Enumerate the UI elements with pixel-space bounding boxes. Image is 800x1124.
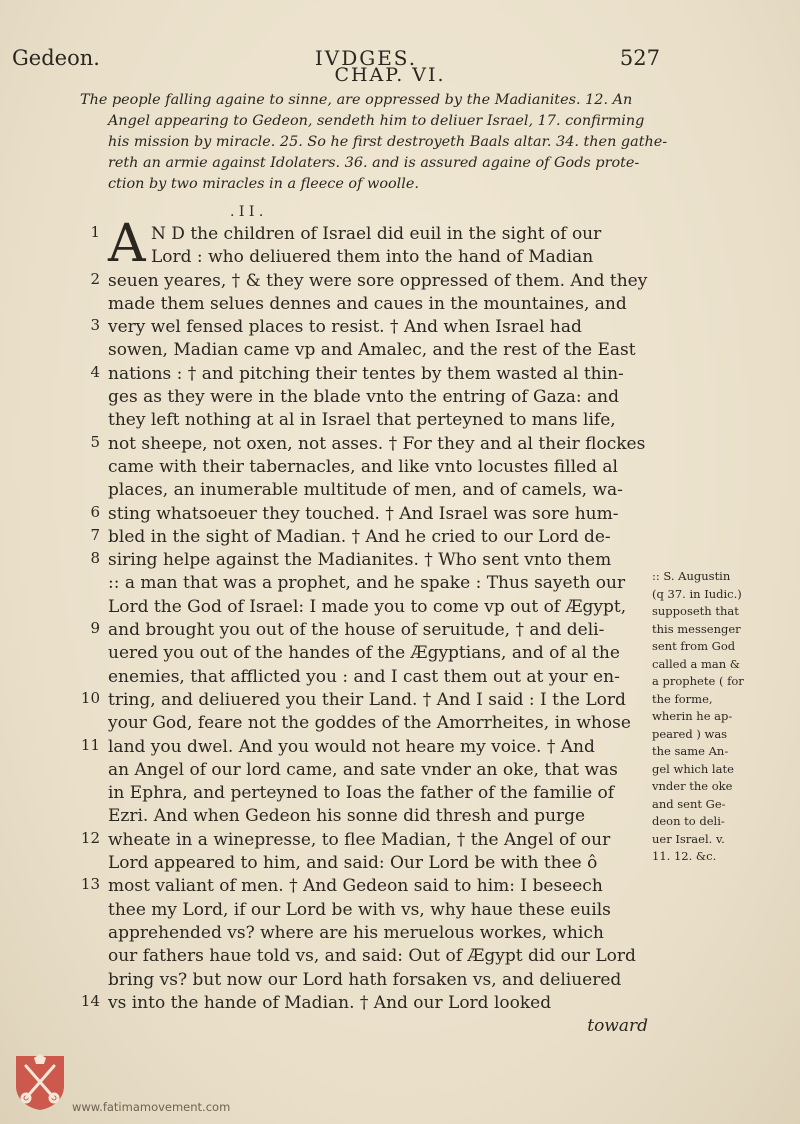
verse-number: 13 <box>80 875 100 894</box>
margin-note-line: the forme, <box>652 691 713 706</box>
text-line: came with their tabernacles, and like vnto locustes filled al <box>108 456 618 477</box>
text-line: tring, and deliuered you their Land. † And I said : I the Lord <box>108 689 626 710</box>
margin-note-line: :: S. Augustin <box>652 569 731 583</box>
margin-note-line: supposeth that <box>652 604 739 618</box>
text-line: places, an inumerable multitude of men, and of camels, wa- <box>108 480 623 501</box>
text-line: land you dwel. And you would not heare my voice. † And <box>108 736 595 757</box>
margin-note-line: the same An- <box>652 744 729 758</box>
text-line: apprehended vs? where are his meruelous workes, which <box>108 922 604 943</box>
text-line: Lord : who deliuered them into the hand of Madian <box>151 247 594 268</box>
text-line: made them selues dennes and caues in the mountaines, and <box>108 293 627 314</box>
text-line: seuen yeares, † & they were sore oppressed of them. And they <box>108 270 648 291</box>
text-line: very wel fensed places to resist. † And when Israel had <box>108 317 582 338</box>
text-line: your God, feare not the goddes of the Amorrheites, in whose <box>108 713 631 734</box>
text-line: our fathers haue told vs, and said: Out of Ægypt did our Lord <box>108 946 636 967</box>
margin-note-line: wherin he ap- <box>652 709 733 723</box>
argument-line: his mission by miracle. 25. So he first destroyeth Baals altar. 34. then gathe- <box>108 134 668 150</box>
argument-line: reth an armie against Idolaters. 36. and is assured againe of Gods prote- <box>108 155 640 171</box>
text-line: bring vs? but now our Lord hath forsaken vs, and deliuered <box>108 969 622 990</box>
argument-line: The people falling againe to sinne, are oppressed by the Madianites. 12. An <box>80 92 633 108</box>
verse-number: 1 <box>90 223 100 241</box>
text-line: ges as they were in the blade vnto the entring of Gaza: and <box>108 387 619 408</box>
text-line: sowen, Madian came vp and Amalec, and the rest of the East <box>108 340 636 361</box>
text-line: nations : † and pitching their tentes by them wasted al thin- <box>108 363 624 384</box>
verse-number: 6 <box>90 502 100 521</box>
drop-capital: A <box>108 214 146 274</box>
verse-number: 10 <box>80 689 100 707</box>
text-line: toward <box>587 1016 648 1037</box>
margin-note-line: (q 37. in Iudic.) <box>652 586 742 601</box>
text-line: enemies, that afflicted you : and I cast them out at your en- <box>108 666 620 687</box>
text-line: N D the children of Israel did euil in the sight of our <box>151 224 602 244</box>
text-line: an Angel of our lord came, and sate vnder an oke, that was <box>108 759 618 780</box>
chapter-argument <box>80 90 668 195</box>
verse-number: 5 <box>90 432 100 451</box>
argument-line: ction by two miracles in a fleece of woolle. <box>108 176 419 192</box>
margin-note-line: 11. 12. &c. <box>652 849 717 863</box>
margin-note-line: and sent Ge- <box>652 796 726 811</box>
running-head-left: Gedeon. <box>12 46 100 70</box>
footer-url: www.fatimamovement.com <box>72 1100 231 1114</box>
text-line: vs into the hande of Madian. † And our Lord looked <box>108 992 552 1013</box>
text-line: in Ephra, and perteyned to Ioas the father of the familie of <box>108 783 615 804</box>
verse-number: 7 <box>90 525 100 544</box>
verse-number: 12 <box>80 828 100 847</box>
text-line: sting whatsoeuer they touched. † And Israel was sore hum- <box>108 503 619 524</box>
verse-number: 9 <box>90 619 100 638</box>
text-line: they left nothing at al in Israel that perteyned to mans life, <box>108 410 616 431</box>
margin-note-line: vnder the oke <box>652 779 733 793</box>
verse-number: 8 <box>90 549 100 568</box>
margin-note-line: deon to deli- <box>652 814 725 828</box>
text-line: siring helpe against the Madianites. † Who sent vnto them <box>108 550 612 571</box>
page-number: 527 <box>619 46 660 70</box>
text-line: Ezri. And when Gedeon his sonne did thresh and purge <box>108 806 586 827</box>
text-line: and brought you out of the house of seruitude, † and deli- <box>108 620 605 641</box>
text-line: Lord appeared to him, and said: Our Lord be with thee ô <box>108 853 598 874</box>
body-text <box>108 223 648 1038</box>
verse-number: 2 <box>90 269 100 288</box>
text-line: thee my Lord, if our Lord be with vs, why haue these euils <box>108 899 611 920</box>
verse-number: 11 <box>80 735 100 754</box>
margin-note-line: peared ) was <box>652 726 728 741</box>
text-line: :: a man that was a prophet, and he spake : Thus sayeth our <box>108 573 626 594</box>
margin-note-line: called a man & <box>652 656 741 671</box>
margin-note-line: uer Israel. v. <box>652 831 725 846</box>
text-line: not sheepe, not oxen, not asses. † For they and al their flockes <box>108 433 646 454</box>
papal-keys-emblem-icon <box>12 1052 68 1112</box>
margin-note-line: sent from God <box>652 639 736 653</box>
text-line: uered you out of the handes of the Ægyptians, and of al the <box>108 643 620 664</box>
text-line: most valiant of men. † And Gedeon said to him: I beseech <box>108 876 603 897</box>
verse-number: 4 <box>90 362 100 381</box>
margin-note-line: a prophete ( for <box>652 674 744 688</box>
verse-number: 3 <box>90 316 100 335</box>
section-mark: . I I . <box>230 204 264 220</box>
text-line: bled in the sight of Madian. † And he cried to our Lord de- <box>108 526 611 547</box>
margin-note-line: this messenger <box>652 621 741 636</box>
argument-line: Angel appearing to Gedeon, sendeth him to deliuer Israel, 17. confirming <box>108 113 645 129</box>
margin-note-line: gel which late <box>652 761 734 776</box>
text-line: Lord the God of Israel: I made you to come vp out of Ægypt, <box>108 596 627 617</box>
margin-note <box>652 568 787 866</box>
running-head-title: IVDGES. <box>314 46 418 70</box>
verse-number: 14 <box>80 991 100 1010</box>
chapter-heading: CHAP. VI. <box>334 64 446 86</box>
text-line: wheate in a winepresse, to flee Madian, † the Angel of our <box>108 829 611 850</box>
